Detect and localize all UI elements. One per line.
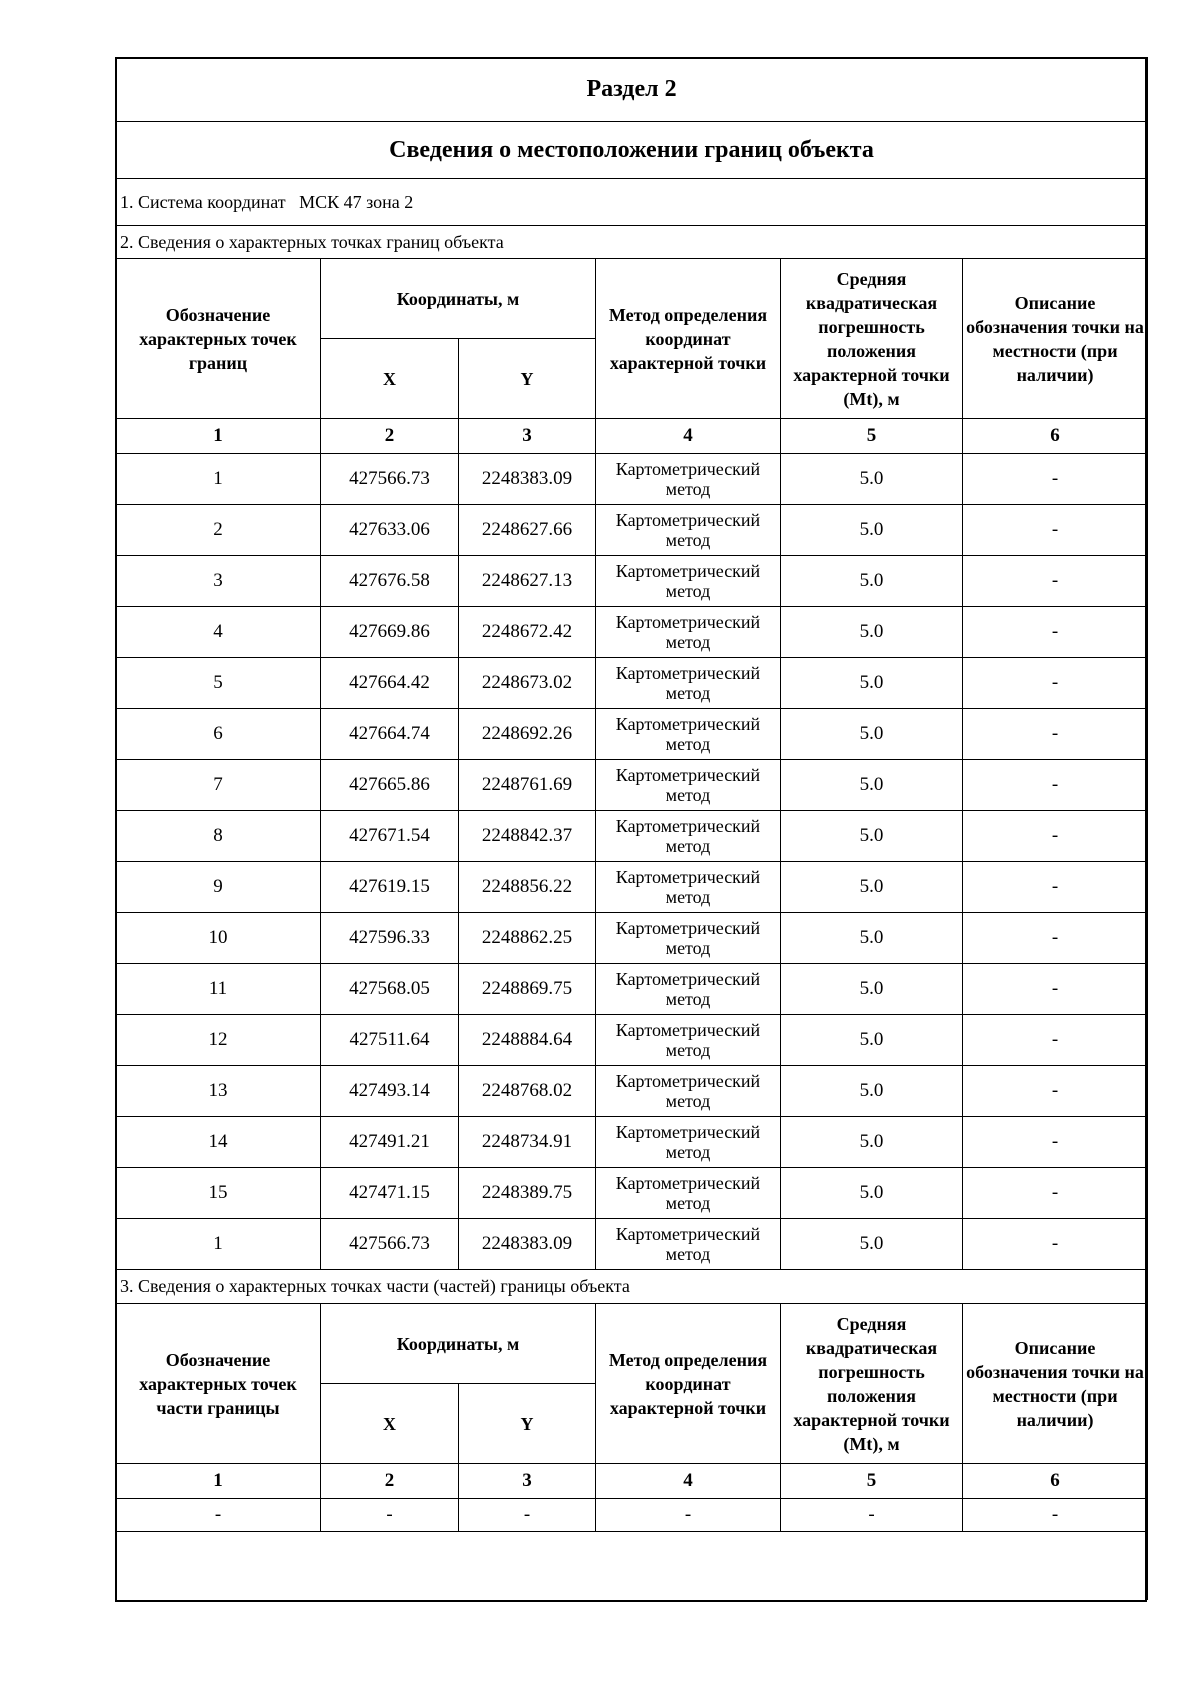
point-y: 2248389.75 [459, 1168, 596, 1219]
point-id: 9 [116, 862, 321, 913]
method-line-1: Картометрический [615, 459, 761, 479]
point-y: 2248734.91 [459, 1117, 596, 1168]
point-x: 427566.73 [321, 454, 459, 505]
method-line-2: метод [665, 1142, 711, 1162]
point-y: 2248869.75 [459, 964, 596, 1015]
point-id: 1 [116, 454, 321, 505]
point-error: 5.0 [781, 1117, 963, 1168]
point-y: 2248842.37 [459, 811, 596, 862]
point-error: 5.0 [781, 964, 963, 1015]
header-error: Средняя квадратическая погрешность положения характерной точки (Mt), м [781, 259, 963, 419]
parts-cell: - [963, 1499, 1148, 1532]
point-y: 2248884.64 [459, 1015, 596, 1066]
table-row [116, 913, 1148, 964]
points-section-label: 2. Сведения о характерных точках границ объекта [116, 226, 1148, 259]
point-error: 5.0 [781, 1219, 963, 1270]
table-row [116, 505, 1148, 556]
table-row [116, 1117, 1148, 1168]
method-line-1: Картометрический [615, 1173, 761, 1193]
point-description: - [963, 658, 1148, 709]
point-method [596, 811, 781, 862]
header2-error: Средняя квадратическая погрешность положения характерной точки (Mt), м [781, 1304, 963, 1464]
method-line-1: Картометрический [615, 969, 761, 989]
coord-system-value: МСК 47 зона 2 [299, 191, 414, 212]
point-id: 14 [116, 1117, 321, 1168]
point-y: 2248673.02 [459, 658, 596, 709]
point-description: - [963, 862, 1148, 913]
point-method [596, 505, 781, 556]
point-id: 3 [116, 556, 321, 607]
table-row [116, 811, 1148, 862]
point-description: - [963, 505, 1148, 556]
method-line-1: Картометрический [615, 918, 761, 938]
method-line-2: метод [665, 938, 711, 958]
boundary-table [115, 57, 1148, 1600]
point-y: 2248627.13 [459, 556, 596, 607]
method-line-1: Картометрический [615, 663, 761, 683]
point-description: - [963, 1219, 1148, 1270]
point-x: 427493.14 [321, 1066, 459, 1117]
column-number: 5 [781, 419, 963, 454]
method-line-2: метод [665, 887, 711, 907]
coord-system-label: 1. Система координат [120, 191, 286, 212]
point-error: 5.0 [781, 556, 963, 607]
point-y: 2248627.66 [459, 505, 596, 556]
method-line-2: метод [665, 581, 711, 601]
table-row [116, 862, 1148, 913]
parts-cell: - [321, 1499, 459, 1532]
point-y: 2248383.09 [459, 454, 596, 505]
method-line-2: метод [665, 1091, 711, 1111]
point-x: 427669.86 [321, 607, 459, 658]
point-description: - [963, 760, 1148, 811]
point-y: 2248692.26 [459, 709, 596, 760]
point-x: 427671.54 [321, 811, 459, 862]
point-description: - [963, 811, 1148, 862]
point-error: 5.0 [781, 811, 963, 862]
method-line-2: метод [665, 1244, 711, 1264]
empty-row [116, 1532, 1148, 1600]
point-id: 11 [116, 964, 321, 1015]
point-id: 2 [116, 505, 321, 556]
header2-coords: Координаты, м [321, 1304, 596, 1384]
point-method [596, 913, 781, 964]
method-line-2: метод [665, 530, 711, 550]
column-number: 3 [459, 1464, 596, 1499]
point-error: 5.0 [781, 1066, 963, 1117]
coord-system-line [116, 179, 1148, 226]
method-line-2: метод [665, 1040, 711, 1060]
section-title: Раздел 2 [116, 58, 1148, 122]
point-method [596, 454, 781, 505]
point-method [596, 1219, 781, 1270]
method-line-2: метод [665, 785, 711, 805]
table-row [116, 607, 1148, 658]
method-line-1: Картометрический [615, 510, 761, 530]
point-x: 427633.06 [321, 505, 459, 556]
point-x: 427619.15 [321, 862, 459, 913]
point-x: 427568.05 [321, 964, 459, 1015]
method-line-1: Картометрический [615, 1122, 761, 1142]
point-method [596, 1066, 781, 1117]
point-description: - [963, 1168, 1148, 1219]
point-error: 5.0 [781, 658, 963, 709]
point-y: 2248862.25 [459, 913, 596, 964]
point-id: 12 [116, 1015, 321, 1066]
point-error: 5.0 [781, 607, 963, 658]
point-error: 5.0 [781, 1168, 963, 1219]
point-description: - [963, 454, 1148, 505]
point-x: 427471.15 [321, 1168, 459, 1219]
point-method [596, 1015, 781, 1066]
parts-row [116, 1499, 1148, 1532]
header-description: Описание обозначения точки на местности (при наличии) [963, 259, 1148, 419]
parts-cell: - [459, 1499, 596, 1532]
table-row [116, 1015, 1148, 1066]
point-x: 427664.42 [321, 658, 459, 709]
method-line-1: Картометрический [615, 1020, 761, 1040]
point-id: 15 [116, 1168, 321, 1219]
method-line-1: Картометрический [615, 765, 761, 785]
column-number: 4 [596, 1464, 781, 1499]
point-error: 5.0 [781, 913, 963, 964]
point-id: 8 [116, 811, 321, 862]
point-description: - [963, 964, 1148, 1015]
method-line-1: Картометрический [615, 1071, 761, 1091]
point-method [596, 709, 781, 760]
method-line-2: метод [665, 734, 711, 754]
point-id: 13 [116, 1066, 321, 1117]
column-numbers-row [116, 419, 1148, 454]
point-method [596, 760, 781, 811]
method-line-2: метод [665, 989, 711, 1009]
parts-cell: - [781, 1499, 963, 1532]
point-method [596, 607, 781, 658]
header2-description: Описание обозначения точки на местности (при наличии) [963, 1304, 1148, 1464]
point-x: 427664.74 [321, 709, 459, 760]
point-error: 5.0 [781, 505, 963, 556]
method-line-2: метод [665, 479, 711, 499]
column-number: 6 [963, 1464, 1148, 1499]
table-row [116, 454, 1148, 505]
point-id: 4 [116, 607, 321, 658]
method-line-1: Картометрический [615, 714, 761, 734]
column-number: 4 [596, 419, 781, 454]
table-row [116, 709, 1148, 760]
point-description: - [963, 1066, 1148, 1117]
point-error: 5.0 [781, 454, 963, 505]
point-error: 5.0 [781, 709, 963, 760]
column-number: 5 [781, 1464, 963, 1499]
method-line-2: метод [665, 836, 711, 856]
point-method [596, 964, 781, 1015]
point-description: - [963, 607, 1148, 658]
table-row [116, 1168, 1148, 1219]
point-x: 427596.33 [321, 913, 459, 964]
point-x: 427566.73 [321, 1219, 459, 1270]
point-method [596, 556, 781, 607]
method-line-2: метод [665, 632, 711, 652]
header-y: Y [459, 339, 596, 419]
point-id: 6 [116, 709, 321, 760]
header-designation: Обозначение характерных точек границ [116, 259, 321, 419]
header2-x: X [321, 1384, 459, 1464]
header-coords: Координаты, м [321, 259, 596, 339]
point-id: 10 [116, 913, 321, 964]
column-number: 2 [321, 419, 459, 454]
point-y: 2248856.22 [459, 862, 596, 913]
method-line-1: Картометрический [615, 561, 761, 581]
point-error: 5.0 [781, 760, 963, 811]
point-id: 1 [116, 1219, 321, 1270]
column-number: 1 [116, 1464, 321, 1499]
point-y: 2248768.02 [459, 1066, 596, 1117]
point-y: 2248383.09 [459, 1219, 596, 1270]
point-description: - [963, 556, 1148, 607]
header-method: Метод определения координат характерной точки [596, 259, 781, 419]
point-method [596, 1168, 781, 1219]
point-y: 2248672.42 [459, 607, 596, 658]
section-subtitle: Сведения о местоположении границ объекта [116, 122, 1148, 179]
header2-y: Y [459, 1384, 596, 1464]
point-description: - [963, 1117, 1148, 1168]
column-numbers-row-2 [116, 1464, 1148, 1499]
method-line-2: метод [665, 1193, 711, 1213]
point-x: 427665.86 [321, 760, 459, 811]
point-x: 427511.64 [321, 1015, 459, 1066]
point-method [596, 1117, 781, 1168]
points-body [116, 454, 1148, 1270]
point-method [596, 658, 781, 709]
point-id: 7 [116, 760, 321, 811]
point-description: - [963, 913, 1148, 964]
table-row [116, 556, 1148, 607]
parts-cell: - [596, 1499, 781, 1532]
method-line-2: метод [665, 683, 711, 703]
method-line-1: Картометрический [615, 816, 761, 836]
header2-method: Метод определения координат характерной точки [596, 1304, 781, 1464]
point-description: - [963, 709, 1148, 760]
point-y: 2248761.69 [459, 760, 596, 811]
header2-designation: Обозначение характерных точек части границы [116, 1304, 321, 1464]
method-line-1: Картометрический [615, 1224, 761, 1244]
point-id: 5 [116, 658, 321, 709]
column-number: 2 [321, 1464, 459, 1499]
method-line-1: Картометрический [615, 612, 761, 632]
column-number: 3 [459, 419, 596, 454]
table-row [116, 1219, 1148, 1270]
parts-section-label: 3. Сведения о характерных точках части (частей) границы объекта [116, 1270, 1148, 1304]
column-number: 6 [963, 419, 1148, 454]
parts-cell: - [116, 1499, 321, 1532]
point-method [596, 862, 781, 913]
table-row [116, 964, 1148, 1015]
table-row [116, 760, 1148, 811]
header-x: X [321, 339, 459, 419]
point-x: 427676.58 [321, 556, 459, 607]
empty-cell [116, 1532, 1148, 1600]
column-number: 1 [116, 419, 321, 454]
point-description: - [963, 1015, 1148, 1066]
point-error: 5.0 [781, 862, 963, 913]
table-row [116, 1066, 1148, 1117]
method-line-1: Картометрический [615, 867, 761, 887]
table-row [116, 658, 1148, 709]
point-x: 427491.21 [321, 1117, 459, 1168]
point-error: 5.0 [781, 1015, 963, 1066]
